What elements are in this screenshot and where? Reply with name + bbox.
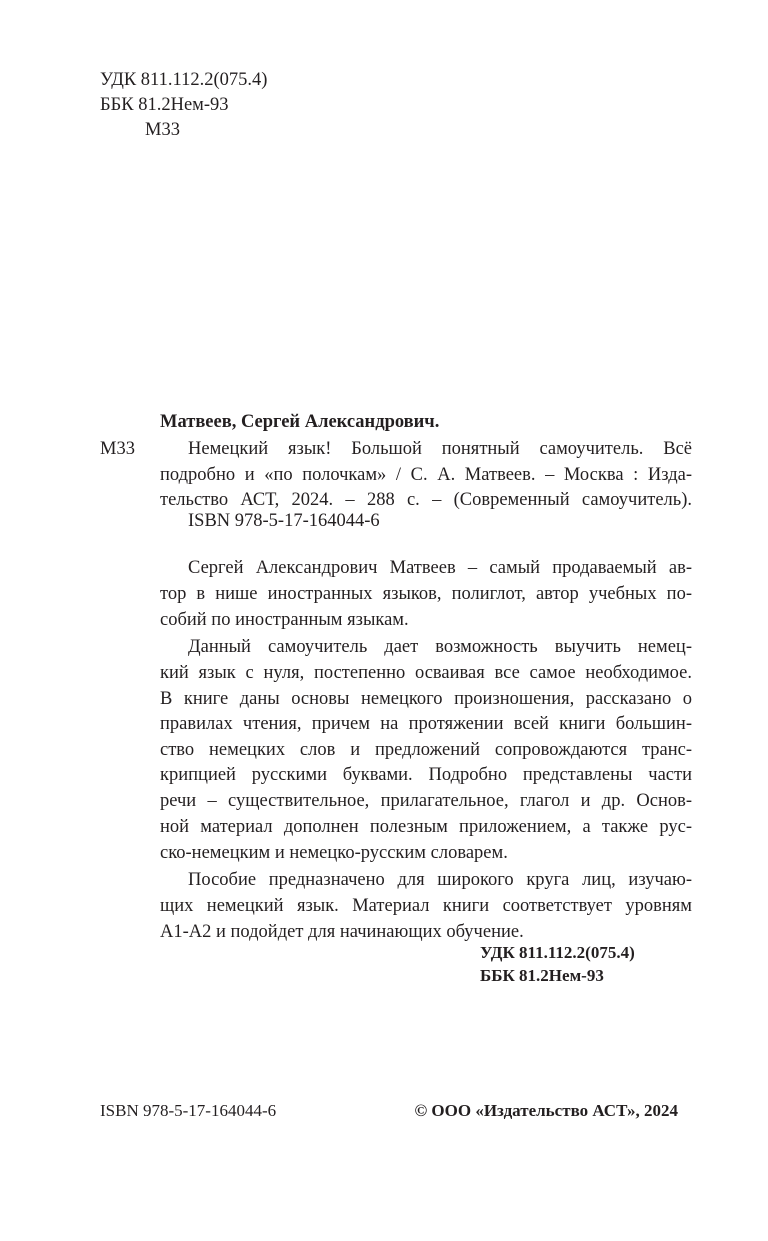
annotation-line: Данный самоучитель дает возможность выучить немец- <box>188 637 692 657</box>
author-mark: М33 <box>145 120 180 140</box>
footer-isbn: ISBN 978-5-17-164044-6 <box>100 1101 277 1120</box>
annotation-line: Пособие предназначено для широкого круга лиц, изучаю- <box>188 870 692 890</box>
annotation-line: тор в нише иностранных языков, полиглот, автор учебных по- <box>160 584 692 604</box>
annotation-line: А1-А2 и подойдет для начинающих обучение. <box>160 922 524 942</box>
annotation-line: кий язык с нуля, постепенно осваивая все самое необходимое. <box>160 663 692 683</box>
annotation-line: ско-немецким и немецко-русским словарем. <box>160 843 508 863</box>
udk-code: УДК 811.112.2(075.4) <box>100 70 268 90</box>
author-mark-side: М33 <box>100 439 135 459</box>
annotation-line: В книге даны основы немецкого произношения, рассказано о <box>160 689 692 709</box>
bib-line: подробно и «по полочкам» / С. А. Матвеев. – Москва : Изда- <box>160 465 692 485</box>
annotation-line: Сергей Александрович Матвеев – самый продаваемый ав- <box>188 558 692 578</box>
copyright: © ООО «Издательство АСТ», 2024 <box>414 1101 678 1120</box>
annotation-line: щих немецкий язык. Материал книги соответствует уровням <box>160 896 692 916</box>
bbk-code: ББК 81.2Нем-93 <box>100 95 229 115</box>
annotation-line: собий по иностранным языкам. <box>160 610 409 630</box>
isbn: ISBN 978-5-17-164044-6 <box>188 511 380 531</box>
bbk-code-bold: ББК 81.2Нем-93 <box>480 966 604 985</box>
author-heading: Матвеев, Сергей Александрович. <box>160 412 440 432</box>
annotation-line: ной материал дополнен полезным приложением, а также рус- <box>160 817 692 837</box>
annotation-line: ство немецких слов и предложений сопровождаются транс- <box>160 740 692 760</box>
bib-line: тельство АСТ, 2024. – 288 с. – (Современный самоучитель). <box>160 490 692 510</box>
annotation-line: речи – существительное, прилагательное, глагол и др. Основ- <box>160 791 692 811</box>
annotation-line: крипцией русскими буквами. Подробно представлены части <box>160 765 692 785</box>
bib-line: Немецкий язык! Большой понятный самоучитель. Всё <box>188 439 692 459</box>
udk-code-bold: УДК 811.112.2(075.4) <box>480 943 635 962</box>
annotation-line: правилах чтения, причем на протяжении всей книги большин- <box>160 714 692 734</box>
